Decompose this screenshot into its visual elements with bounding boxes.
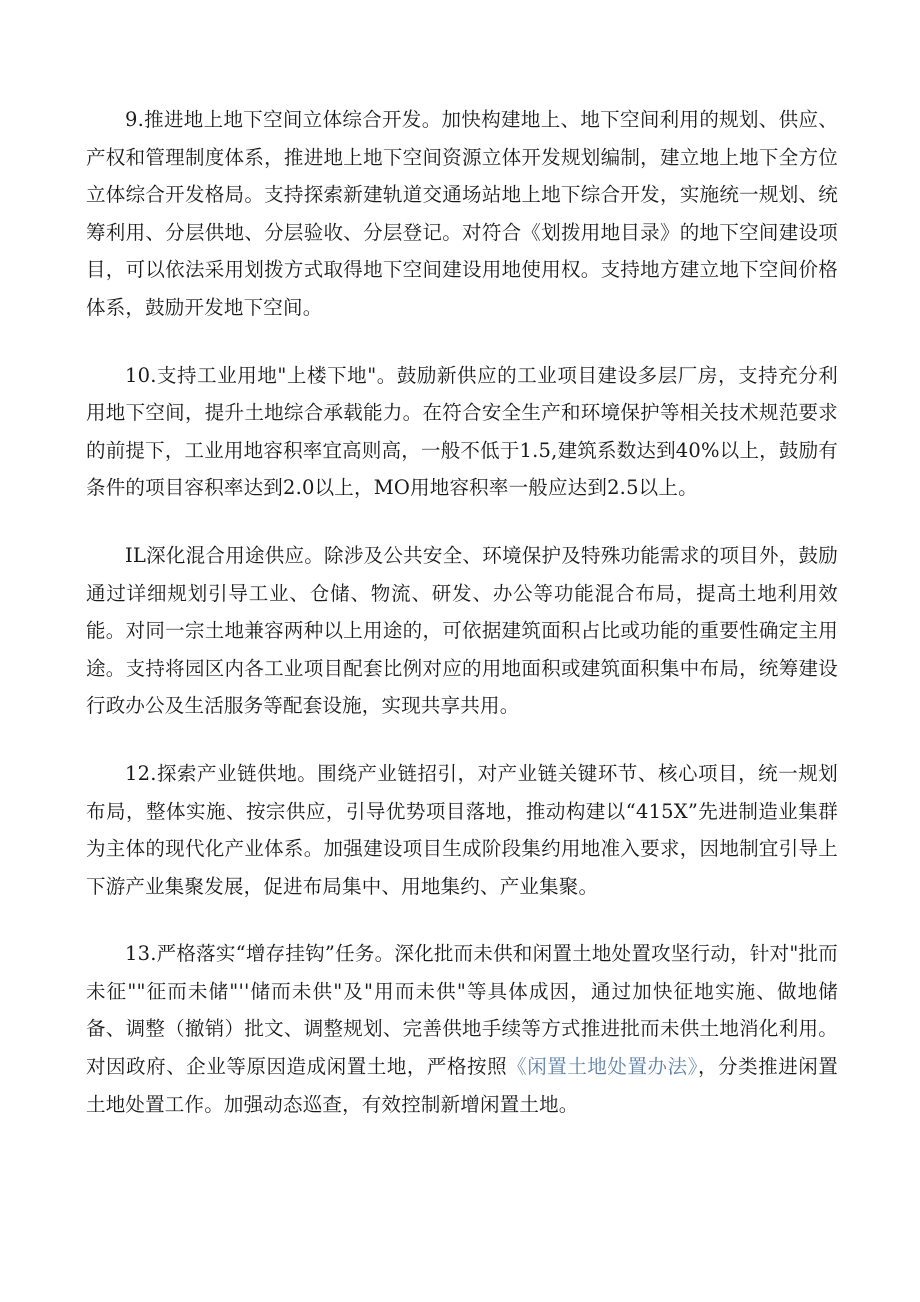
paragraph-13 — [86, 935, 838, 1123]
paragraph-12: 12.探索产业链供地。围绕产业链招引，对产业链关键环节、核心项目，统一规划布局，整体实施、按宗供应，引导优势项目落地，推动构建以“415X”先进制造业集群为主体的现代化产业体系。加强建设项目生成阶段集约用地准入要求，因地制宜引导上下游产业集聚发展，促进布局集中、用地集约、产业集聚。 — [86, 761, 838, 898]
paragraph-13-text-after-link: ，分类推进闲置土地处置工作。加强动态巡查，有效控制新增闲置土地。 — [86, 1055, 838, 1116]
paragraph-10: 10.支持工业用地"上楼下地"。鼓励新供应的工业项目建设多层厂房，支持充分利用地下空间，提升土地综合承载能力。在符合安全生产和环境保护等相关技术规范要求的前提下，工业用地容积率宜高则高，一般不低于1.5,建筑系数达到40%以上，鼓励有条件的项目容积率达到2.0以上，MO用地容积率一般应达到2.5以上。 — [86, 363, 838, 500]
paragraph-13-text-before-link: 13.严格落实“增存挂钩”任务。深化批而未供和闲置土地处置攻坚行动，针对"批而未征""征而未储"''储而未供"及"用而未供"等具体成因，通过加快征地实施、做地储备、调整（撤销）批文、调整规划、完善供地手续等方式推进批而未供土地消化利用。对因政府、企业等原因造成闲置土地，严格按照 — [86, 942, 838, 1079]
paragraph-9: 9.推进地上地下空间立体综合开发。加快构建地上、地下空间利用的规划、供应、产权和管理制度体系，推进地上地下空间资源立体开发规划编制，建立地上地下全方位立体综合开发格局。支持探索新建轨道交通场站地上地下综合开发，实施统一规划、统筹利用、分层供地、分层验收、分层登记。对符合《划拨用地目录》的地下空间建设项目，可以依法采用划拨方式取得地下空间建设用地使用权。支持地方建立地下空间价格体系，鼓励开发地下空间。 — [86, 108, 838, 319]
regulation-link[interactable]: 《闲置土地处置办法》 — [507, 1055, 698, 1079]
paragraph-11: IL深化混合用途供应。除涉及公共安全、环境保护及特殊功能需求的项目外，鼓励通过详细规划引导工业、仓储、物流、研发、办公等功能混合布局，提高土地利用效能。对同一宗土地兼容两种以上用途的，可依据建筑面积占比或功能的重要性确定主用途。支持将园区内各工业项目配套比例对应的用地面积或建筑面积集中布局，统筹建设行政办公及生活服务等配套设施，实现共享共用。 — [86, 543, 838, 718]
document-body — [86, 101, 838, 1153]
